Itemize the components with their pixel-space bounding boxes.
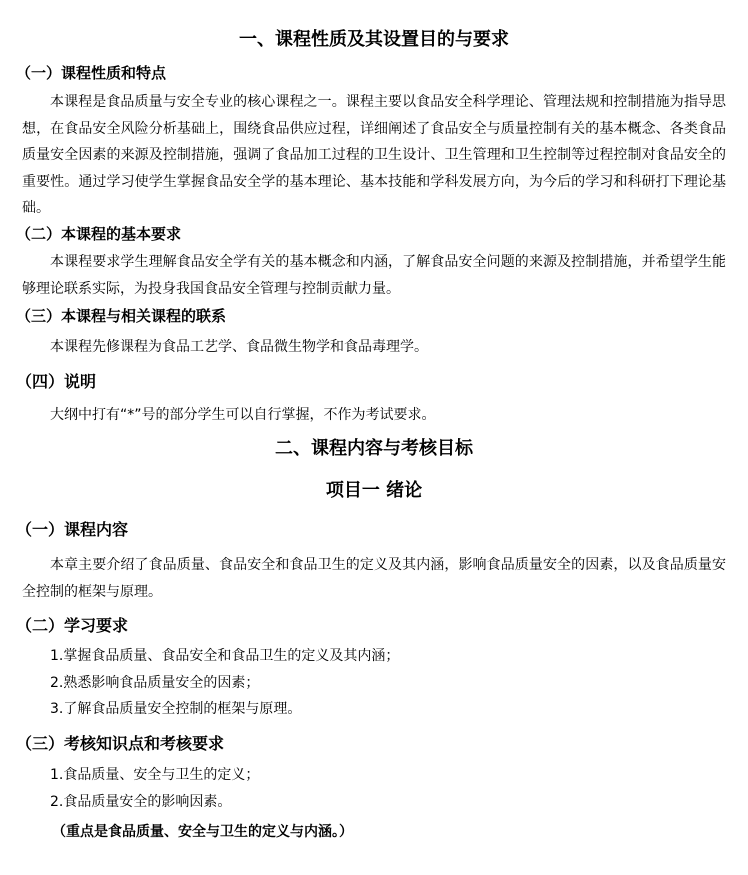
project-title: 项目一 绪论 (325, 480, 423, 501)
section2-sub1-paragraph: 本章主要介绍了食品质量、食品安全和食品卫生的定义及其内涵，影响食品质量安全的因素，以及食品质量安全控制的框架与原理。 (22, 557, 726, 600)
section1-sub3-heading: （三）本课程与相关课程的联系 (16, 307, 227, 325)
section1-sub4-heading: （四）说明 (16, 372, 97, 391)
section1-sub1-paragraph: 本课程是食品质量与安全专业的核心课程之一。课程主要以食品安全科学理论、管理法规和控制措施为指导思想，在食品安全风险分析基础上，围绕食品供应过程，详细阐述了食品安全与质量控制有关的基本概念、各类食品质量安全因素的来源及控制措施，强调了食品加工过程的卫生设计、卫生管理和卫生控制等过程控制对食品安全的重要性。通过学习使学生掌握食品安全学的基本理论、基本技能和学科发展方向，为今后的学习和科研打下理论基础。 (22, 94, 726, 216)
section1-sub4-text: 大纲中打有“*”号的部分学生可以自行掌握，不作为考试要求。 (50, 407, 436, 423)
list-item: 1.掌握食品质量、食品安全和食品卫生的定义及其内涵； (50, 648, 400, 664)
section2-sub2-heading: （二）学习要求 (16, 616, 129, 635)
list-item: 1.食品质量、安全与卫生的定义； (50, 767, 260, 783)
section1-sub3-text: 本课程先修课程为食品工艺学、食品微生物学和食品毒理学。 (50, 339, 428, 355)
list-item: 3.了解食品质量安全控制的框架与原理。 (50, 701, 302, 717)
section2-sub1-heading: （一）课程内容 (16, 520, 129, 539)
section1-title: 一、课程性质及其设置目的与要求 (239, 29, 509, 50)
section1-sub1-heading: （一）课程性质和特点 (16, 64, 167, 82)
section1-sub2-heading: （二）本课程的基本要求 (16, 225, 182, 243)
section1-sub2-paragraph: 本课程要求学生理解食品安全学有关的基本概念和内涵，了解食品安全问题的来源及控制措施，并希望学生能够理论联系实际，为投身我国食品安全管理与控制贡献力量。 (22, 254, 726, 297)
list-item: 2.熟悉影响食品质量安全的因素； (50, 675, 260, 691)
list-item: 2.食品质量安全的影响因素。 (50, 794, 232, 810)
section2-title: 二、课程内容与考核目标 (275, 438, 473, 459)
section2-sub3-heading: （三）考核知识点和考核要求 (16, 734, 225, 753)
key-point-note: （重点是食品质量、安全与卫生的定义与内涵。） (52, 824, 353, 840)
